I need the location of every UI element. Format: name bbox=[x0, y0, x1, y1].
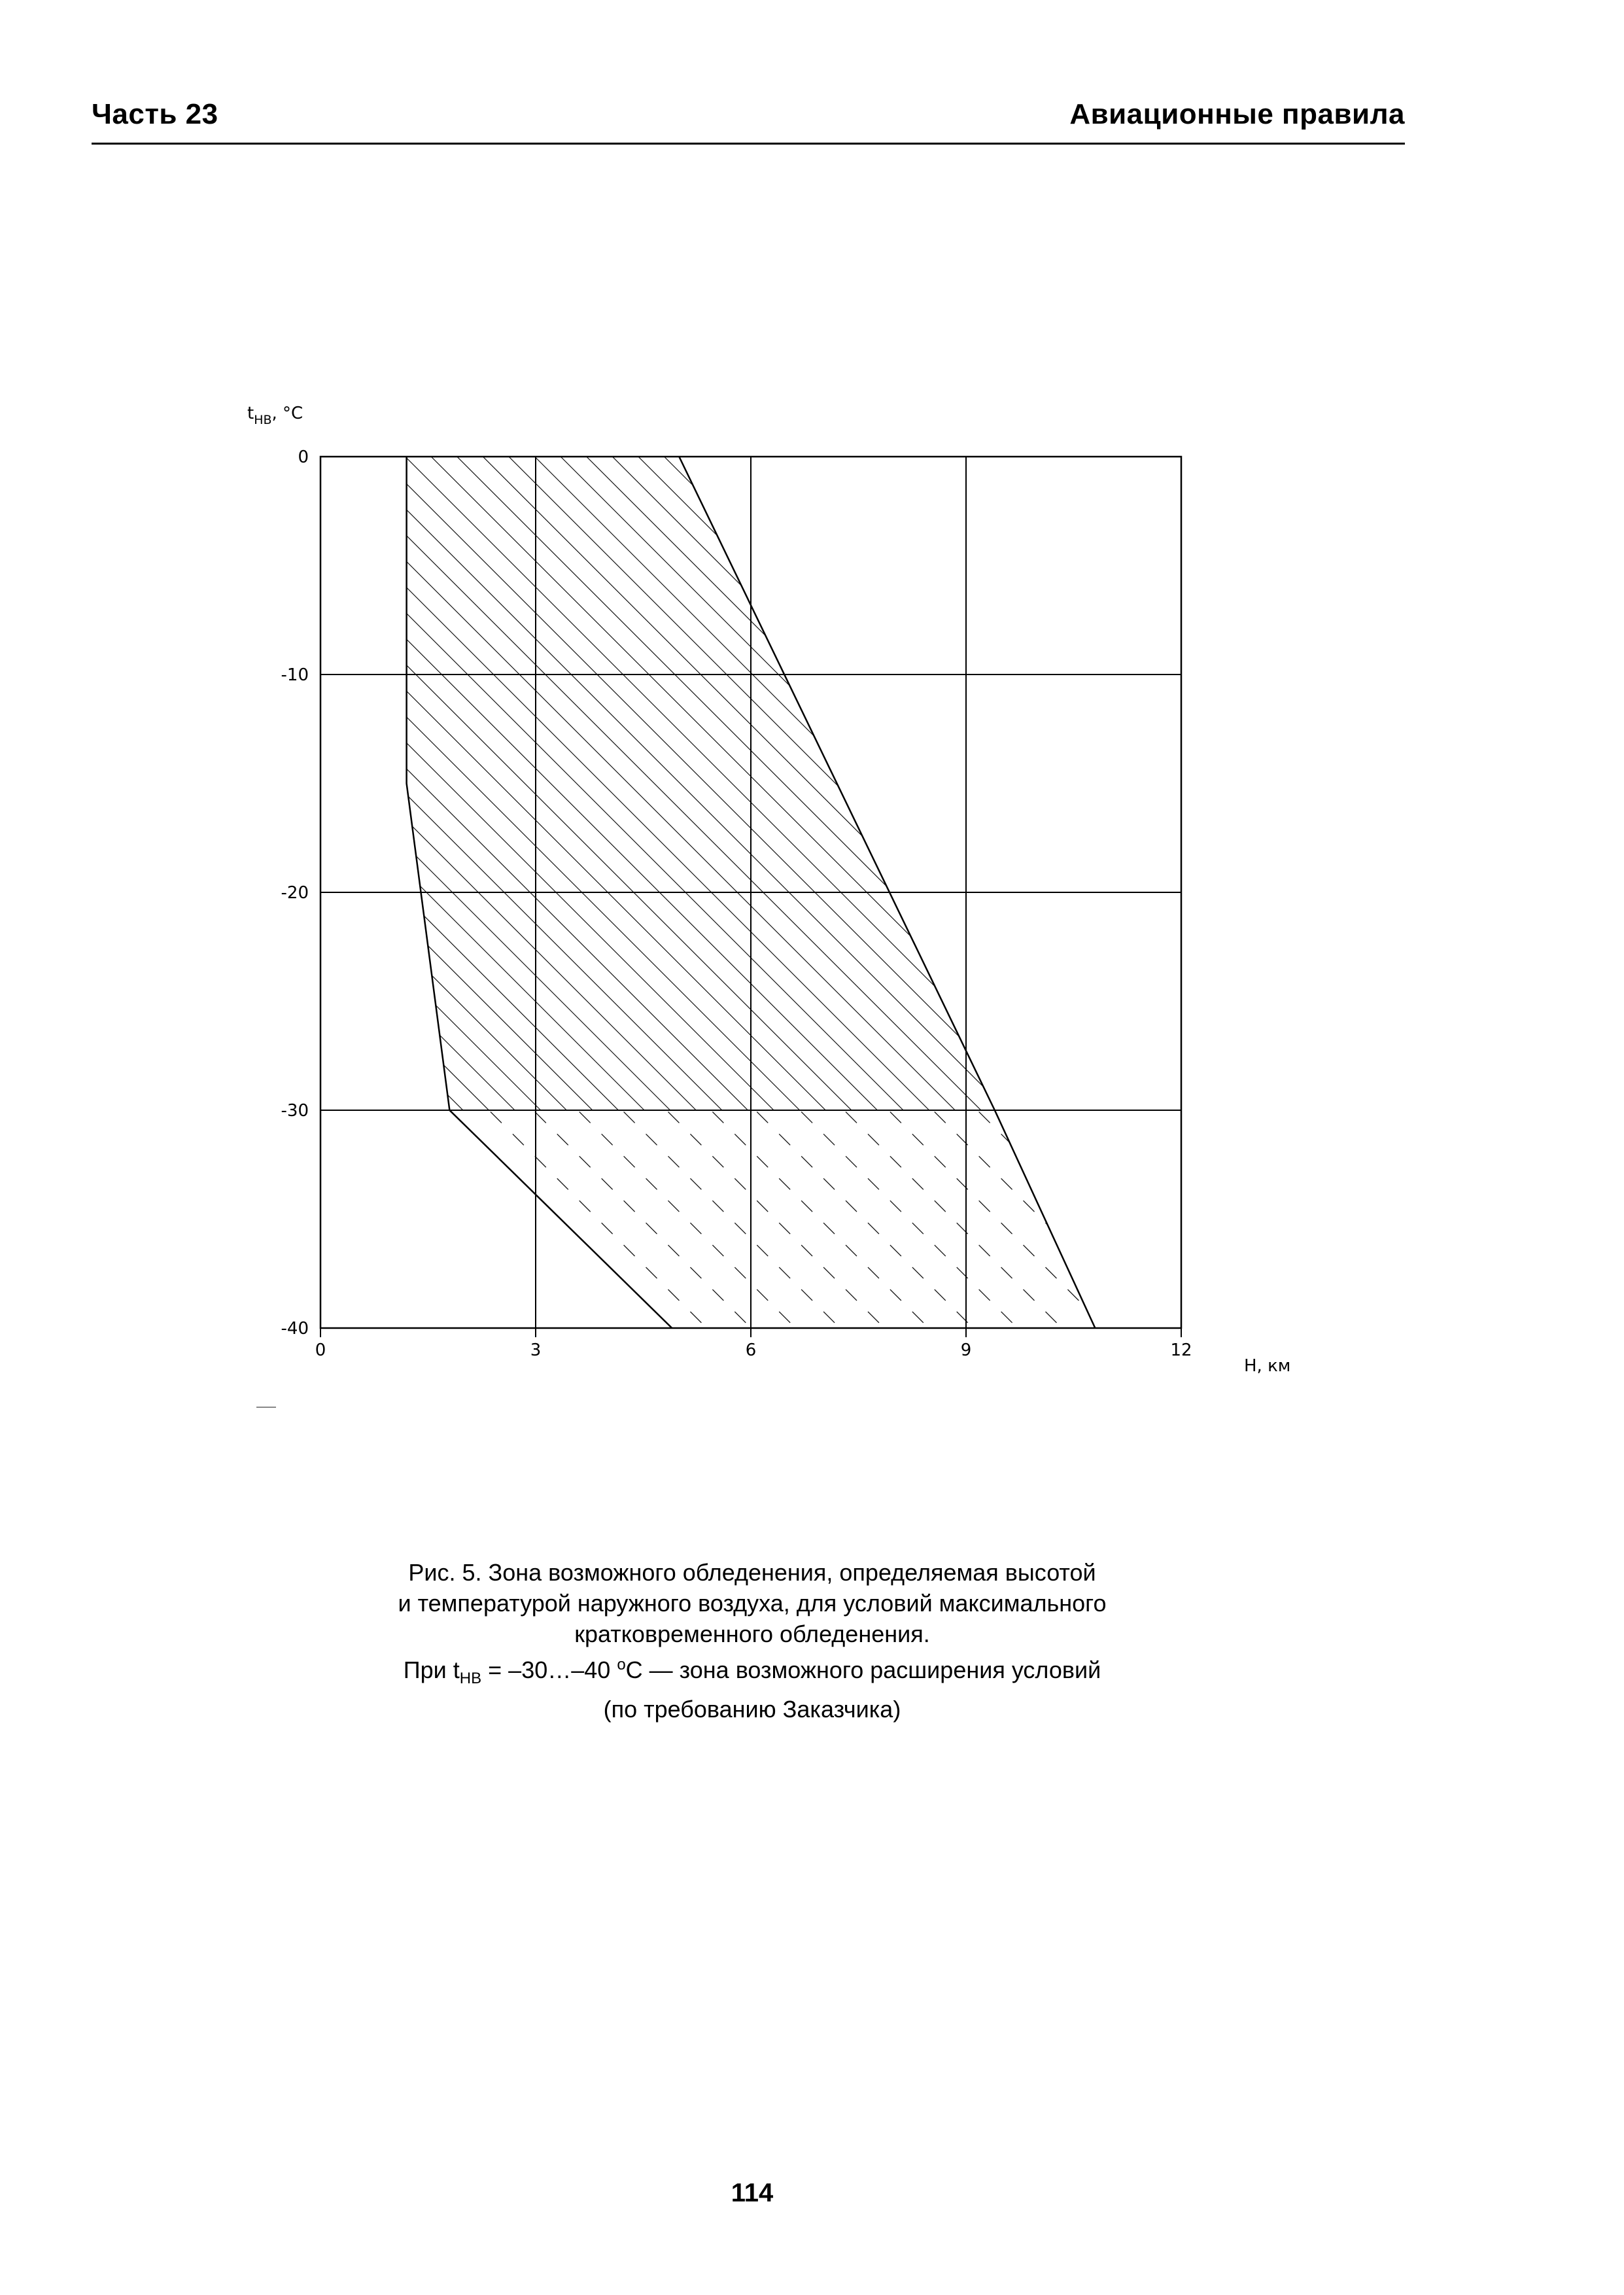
caption-line-4-sup: о bbox=[617, 1656, 626, 1673]
x-tick-label: 12 bbox=[1170, 1340, 1192, 1360]
caption-line-1: Рис. 5. Зона возможного обледенения, определяемая высотой bbox=[408, 1559, 1096, 1586]
caption-line-4 bbox=[0, 1649, 1504, 1694]
running-header-title: Авиационные правила bbox=[1069, 98, 1405, 130]
x-tick-label: 3 bbox=[530, 1340, 542, 1360]
y-tick-label: -10 bbox=[281, 665, 309, 685]
running-header-part: Часть 23 bbox=[92, 98, 218, 130]
y-tick-label: -20 bbox=[281, 883, 309, 903]
y-axis-label-sub: НВ bbox=[254, 413, 272, 427]
caption-line-4-sub: НВ bbox=[459, 1670, 482, 1688]
y-tick-label: -30 bbox=[281, 1101, 309, 1121]
scan-mark bbox=[256, 1407, 276, 1408]
caption-line-4-post: С — зона возможного расширения условий bbox=[625, 1656, 1101, 1683]
x-tick-label: 0 bbox=[315, 1340, 326, 1360]
figure-caption bbox=[0, 1557, 1504, 1725]
icing-zone-1-fill bbox=[407, 457, 995, 1110]
page-number: 114 bbox=[731, 2179, 774, 2207]
y-axis-label-unit: , °C bbox=[271, 404, 303, 423]
caption-line-4-pre: При t bbox=[403, 1656, 460, 1683]
caption-line-5: (по требованию Заказчика) bbox=[603, 1696, 901, 1723]
y-tick-label: -40 bbox=[281, 1319, 309, 1339]
x-axis-label: H, км bbox=[1244, 1356, 1291, 1376]
caption-line-3: кратковременного обледенения. bbox=[574, 1621, 930, 1647]
caption-line-4-mid: = –30…–40 bbox=[481, 1656, 617, 1683]
icing-zone-2-fill bbox=[449, 1110, 1095, 1328]
x-tick-label: 9 bbox=[960, 1340, 972, 1360]
y-axis-label bbox=[247, 404, 303, 427]
y-tick-label: 0 bbox=[298, 447, 309, 467]
y-axis-label-main: t bbox=[247, 404, 254, 423]
caption-line-2: и температурой наружного воздуха, для условий максимального bbox=[398, 1590, 1107, 1617]
x-tick-label: 6 bbox=[745, 1340, 757, 1360]
